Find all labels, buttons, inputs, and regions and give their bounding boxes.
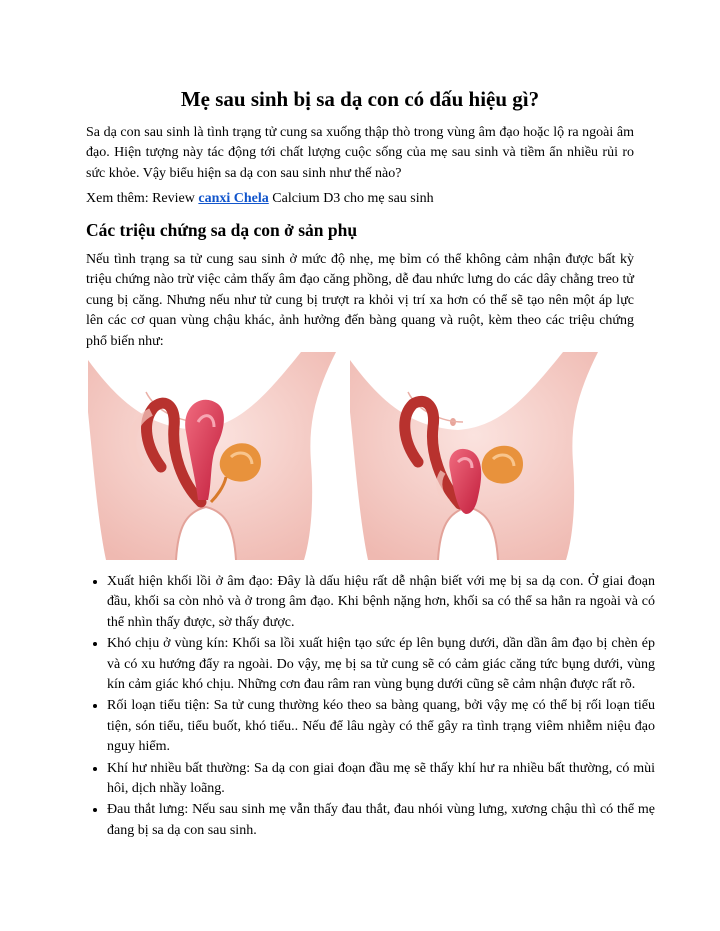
list-item: • Khí hư nhiều bất thường: Sa dạ con giai đoạn đầu mẹ sẽ thấy khí hư ra nhiều bất thường, có mùi hôi, dịch nhầy loãng. bbox=[107, 758, 655, 800]
list-item: • Xuất hiện khối lồi ở âm đạo: Đây là dấu hiệu rất dễ nhận biết với mẹ bị sa dạ con. Ở giai đoạn đầu, khối sa còn nhỏ và ở trong âm đạo. Khi bệnh nặng hơn, khối sa có thể sa hẳn ra ngoài và có thể nhìn thấy được, sờ thấy được. bbox=[107, 571, 655, 633]
intro-paragraph: Sa dạ con sau sinh là tình trạng tử cung sa xuống thập thò trong vùng âm đạo hoặc lộ ra ngoài âm đạo. Hiện tượng này tác động tới chất lượng cuộc sống của mẹ sau sinh và tiềm ẩn nhiều rủi ro sức khỏe. Vậy biểu hiện sa dạ con sau sinh như thế nào? bbox=[86, 125, 634, 181]
list-item: • Khó chịu ở vùng kín: Khối sa lồi xuất hiện tạo sức ép lên bụng dưới, dần dần âm đạo bị chèn ép và có xu hướng đẩy ra ngoài. Do vậy, mẹ bị sa tử cung sẽ có cảm giác căng tức bụng dưới, vùng kín cảm giác khó chịu. Những cơn đau râm ran vùng bụng dưới cũng sẽ cảm nhận được rất rõ. bbox=[107, 633, 655, 695]
canxi-chela-link[interactable]: canxi Chela bbox=[198, 191, 269, 206]
article-title: Mẹ sau sinh bị sa dạ con có dấu hiệu gì? bbox=[180, 87, 540, 111]
figure-normal bbox=[88, 352, 336, 560]
see-also-line bbox=[86, 189, 634, 209]
uterus-anatomy-illustration bbox=[86, 352, 634, 560]
symptom-list bbox=[86, 571, 655, 841]
figure-prolapse bbox=[350, 352, 598, 560]
see-also-prefix: Xem thêm: Review bbox=[86, 191, 199, 206]
see-also-suffix: Calcium D3 cho mẹ sau sinh bbox=[268, 191, 434, 206]
section-heading: Các triệu chứng sa dạ con ở sản phụ bbox=[86, 220, 358, 240]
list-item: • Rối loạn tiểu tiện: Sa tử cung thường kéo theo sa bàng quang, bởi vậy mẹ có thể bị rối loạn tiểu tiện, són tiểu, tiểu buốt, khó tiểu.. Nếu để lâu ngày có thể gây ra tình trạng viêm nhiễm niệu đạo nguy hiểm. bbox=[107, 695, 655, 757]
list-item: • Đau thắt lưng: Nếu sau sinh mẹ vẫn thấy đau thắt, đau nhói vùng lưng, xương chậu thì có thể mẹ đang bị sa dạ con sau sinh. bbox=[107, 799, 655, 841]
uterus-anatomy-icon bbox=[86, 352, 634, 560]
section-paragraph: Nếu tình trạng sa tử cung sau sinh ở mức độ nhẹ, mẹ bỉm có thể không cảm nhận được bất kỳ triệu chứng nào trừ việc cảm thấy âm đạo căng phồng, dễ đau nhức lưng do các dây chằng treo tử cung bị căng. Nhưng nếu như tử cung bị trượt ra khỏi vị trí xa hơn có thể sẽ tạo nên một áp lực lên các cơ quan vùng chậu khác, ảnh hưởng đến bàng quang và ruột, kèm theo các triệu chứng phổ biến như: bbox=[86, 252, 634, 349]
